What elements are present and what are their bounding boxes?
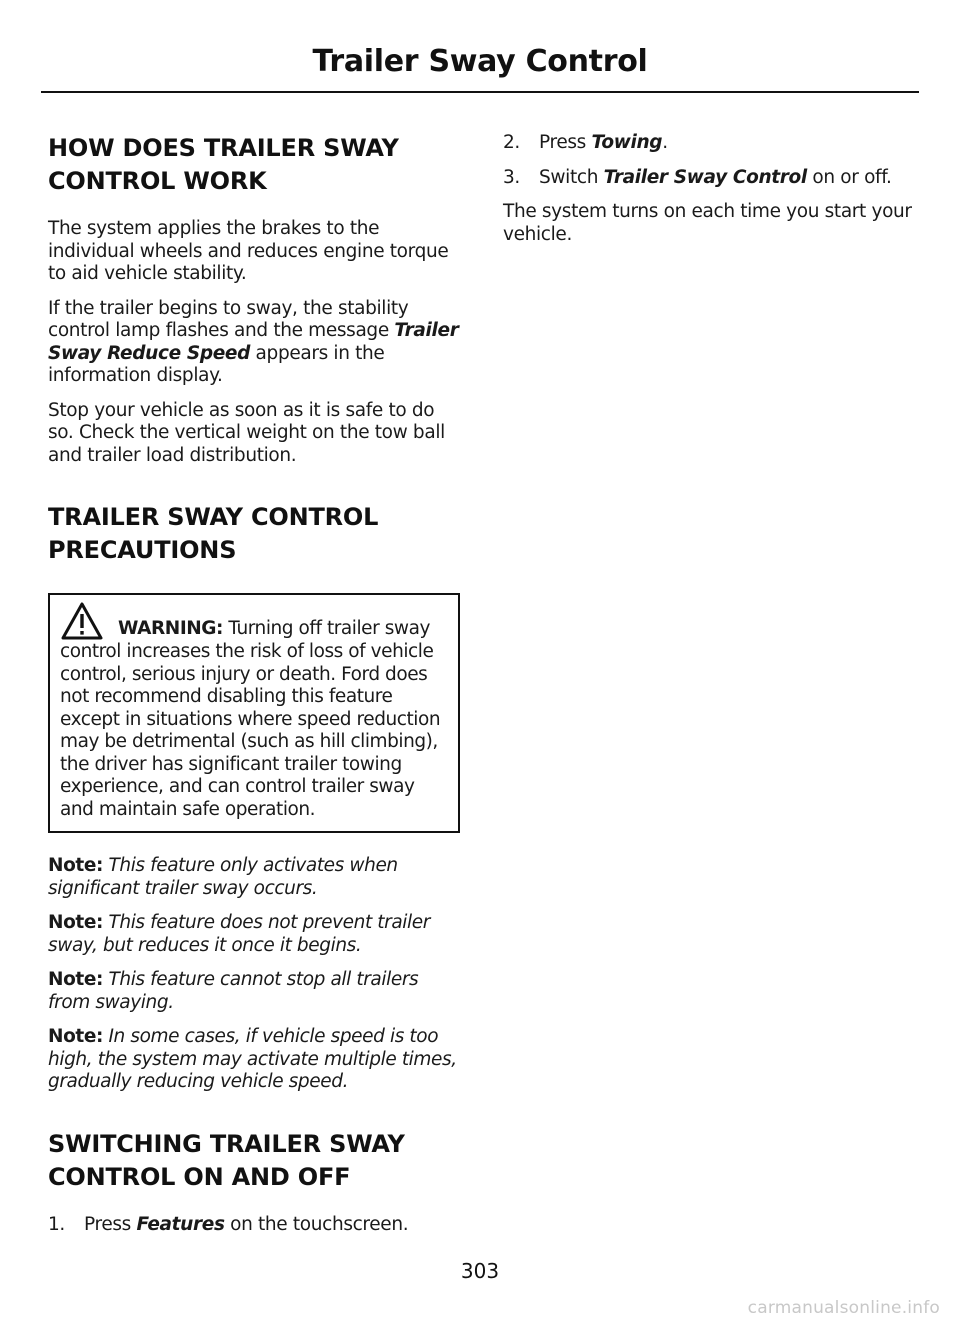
page-header-title: Trailer Sway Control bbox=[312, 44, 648, 79]
note-item bbox=[48, 912, 460, 957]
note-item bbox=[48, 855, 460, 900]
text-span: Switch bbox=[539, 166, 604, 188]
note-item bbox=[48, 1026, 460, 1094]
page-number: 303 bbox=[460, 1259, 500, 1283]
section-heading-switching bbox=[48, 1128, 460, 1194]
note-label: Note: bbox=[48, 855, 103, 876]
text-span: If the trailer begins to sway, the stability control lamp flashes and the message bbox=[48, 297, 409, 341]
warning-header bbox=[60, 601, 450, 641]
text-span: Press bbox=[539, 132, 592, 153]
watermark: carmanualsonline.info bbox=[747, 1298, 940, 1318]
steps-list-right bbox=[503, 132, 923, 189]
right-column bbox=[503, 132, 923, 258]
section-heading-precautions bbox=[48, 501, 460, 567]
warning-triangle-icon bbox=[60, 601, 104, 641]
step-text bbox=[539, 167, 892, 190]
text-span: on the touchscreen. bbox=[224, 1213, 409, 1235]
heading-line-2: CONTROL ON AND OFF bbox=[48, 1162, 351, 1191]
ui-term: Features bbox=[136, 1213, 225, 1235]
display-message: Trailer Sway Reduce Speed bbox=[48, 320, 459, 364]
step-text bbox=[539, 132, 668, 155]
step-item bbox=[503, 132, 923, 155]
text-span: on or off. bbox=[806, 166, 892, 188]
step-number: 2. bbox=[503, 132, 520, 153]
left-column bbox=[48, 132, 460, 1248]
note-text: This feature cannot stop all trailers from swaying. bbox=[48, 969, 419, 1013]
heading-line-1: TRAILER SWAY CONTROL bbox=[48, 503, 379, 531]
ui-term: Towing bbox=[591, 132, 663, 153]
warning-first-line bbox=[118, 618, 430, 642]
ui-term: Trailer Sway Control bbox=[603, 166, 807, 188]
step-item bbox=[48, 1214, 460, 1237]
paragraph-stop-vehicle: Stop your vehicle as soon as it is safe to do so. Check the vertical weight on the tow ball and trailer load distribution. bbox=[48, 399, 445, 466]
paragraph-trailer-sways bbox=[48, 298, 460, 388]
warning-label: WARNING: bbox=[118, 617, 223, 639]
warning-text: control increases the risk of loss of vehicle control, serious injury or death. Ford does not recommend disabling this feature except in situations where speed reduction may be detrimental (such as hill climbing), the driver has significant trailer towing experience, and can control trailer sway and maintain safe operation. bbox=[60, 641, 441, 820]
warning-text-first: Turning off trailer sway bbox=[222, 617, 430, 639]
heading-line-2: PRECAUTIONS bbox=[48, 536, 237, 564]
note-text: In some cases, if vehicle speed is too high, the system may activate multiple times, gradually reducing vehicle speed. bbox=[48, 1026, 457, 1092]
step-item bbox=[503, 167, 923, 190]
header-divider bbox=[41, 91, 919, 93]
step-text bbox=[84, 1214, 408, 1237]
note-item bbox=[48, 969, 460, 1014]
heading-line-1: HOW DOES TRAILER SWAY bbox=[48, 134, 399, 162]
section-heading-how-it-works bbox=[48, 132, 460, 198]
paragraph-system-turns-on: The system turns on each time you start your vehicle. bbox=[503, 201, 912, 245]
step-number: 1. bbox=[48, 1213, 65, 1235]
note-text: This feature only activates when significant trailer sway occurs. bbox=[48, 855, 398, 899]
note-label: Note: bbox=[48, 969, 103, 990]
paragraph-system-applies: The system applies the brakes to the individual wheels and reduces engine torque to aid vehicle stability. bbox=[48, 218, 449, 284]
note-label: Note: bbox=[48, 1026, 103, 1047]
warning-box bbox=[48, 593, 460, 833]
text-span: appears in the information display. bbox=[48, 342, 385, 386]
heading-line-2: CONTROL WORK bbox=[48, 167, 267, 195]
step-number: 3. bbox=[503, 166, 520, 188]
steps-list-left bbox=[48, 1214, 460, 1237]
heading-line-1: SWITCHING TRAILER SWAY bbox=[48, 1129, 405, 1158]
note-label: Note: bbox=[48, 912, 103, 933]
text-span: . bbox=[662, 132, 668, 153]
note-text: This feature does not prevent trailer sway, but reduces it once it begins. bbox=[48, 912, 430, 956]
text-span: Press bbox=[84, 1213, 137, 1235]
